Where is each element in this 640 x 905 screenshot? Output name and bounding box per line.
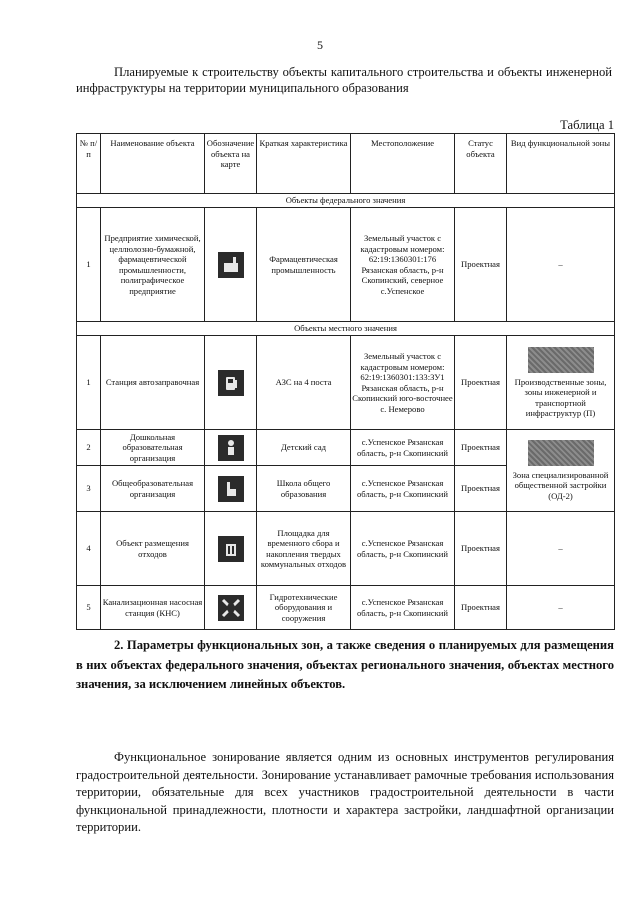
- row-num: 2: [77, 430, 101, 466]
- section-row-local: [77, 322, 615, 336]
- row-symbol: [205, 208, 257, 322]
- row-description: Детский сад: [257, 430, 351, 466]
- header-description: Краткая характеристика: [257, 134, 351, 194]
- row-status: Проектная: [455, 466, 507, 512]
- header-symbol: Обозначение объекта на карте: [205, 134, 257, 194]
- table-header-row: [77, 134, 615, 194]
- kindergarten-icon: [218, 435, 244, 461]
- row-status: Проектная: [455, 512, 507, 586]
- row-num: 1: [77, 208, 101, 322]
- row-name: Канализационная насосная станция (КНС): [101, 586, 205, 630]
- row-symbol: [205, 430, 257, 466]
- header-location: Местоположение: [351, 134, 455, 194]
- pharmaceutical-plant-icon: [218, 252, 244, 278]
- row-location: Земельный участок с кадастровым номером: 62:19:1360301:176 Рязанская область, р-н Скопинский, северное с.Успенское: [351, 208, 455, 322]
- header-status: Статус объекта: [455, 134, 507, 194]
- zone-od2-label: Зона специализированной общественной застройки (ОД-2): [512, 469, 609, 501]
- section-federal-label: Объекты федерального значения: [77, 194, 615, 208]
- row-name: Станция автозаправочная: [101, 336, 205, 430]
- row-symbol: [205, 586, 257, 630]
- row-location: с.Успенское Рязанская область, р-н Скопинский: [351, 586, 455, 630]
- planned-objects-table: [76, 133, 615, 630]
- body-paragraph: Функциональное зонирование является одним из основных инструментов регулирования градостроительной деятельности. Зонирование устанавливает рамочные требования использования территории, обязательные для всех участников градостроительной деятельности в части функциональной принадлежности, плотности и характера застройки, ландшафтной организации территории.: [76, 750, 614, 834]
- row-num: 1: [77, 336, 101, 430]
- section-2-title: 2. Параметры функциональных зон, а также сведения о планируемых для размещения в них объектах федерального значения, объектах регионального значения, объектах местного значения, за исключением линейных объектов.: [76, 638, 614, 691]
- zone-p-label: Производственные зоны, зоны инженерной и транспортной инфраструктур (П): [514, 376, 607, 418]
- row-status: Проектная: [455, 336, 507, 430]
- section-local-label: Объекты местного значения: [77, 322, 615, 336]
- row-location: с.Успенское Рязанская область, р-н Скопинский: [351, 430, 455, 466]
- row-location: Земельный участок с кадастровым номером: 62:19:1360301:133:ЗУ1 Рязанская область, р-н Скопинский юго-восточнее с. Немерово: [351, 336, 455, 430]
- table-row: [77, 430, 615, 466]
- row-status: Проектная: [455, 430, 507, 466]
- row-name: Общеобразовательная организация: [101, 466, 205, 512]
- section-row-federal: [77, 194, 615, 208]
- row-symbol: [205, 336, 257, 430]
- row-description: Гидротехнические оборудования и сооружения: [257, 586, 351, 630]
- school-icon: [218, 476, 244, 502]
- row-description: Фармацевтическая промышленность: [257, 208, 351, 322]
- row-symbol: [205, 512, 257, 586]
- row-num: 4: [77, 512, 101, 586]
- row-description: Площадка для временного сбора и накопления твердых коммунальных отходов: [257, 512, 351, 586]
- waste-site-icon: [218, 536, 244, 562]
- row-description: АЗС на 4 поста: [257, 336, 351, 430]
- row-zone: –: [507, 586, 615, 630]
- row-zone: [507, 336, 615, 430]
- zone-p-swatch: [528, 347, 594, 373]
- table-row: [77, 586, 615, 630]
- row-location: с.Успенское Рязанская область, р-н Скопинский: [351, 512, 455, 586]
- row-zone: –: [507, 208, 615, 322]
- zone-od2-swatch: [528, 440, 594, 466]
- row-zone: –: [507, 512, 615, 586]
- header-name: Наименование объекта: [101, 134, 205, 194]
- row-num: 3: [77, 466, 101, 512]
- row-name: Предприятие химической, целлюлозно-бумажной, фармацевтической промышленности, полиграфическое предприятие: [101, 208, 205, 322]
- row-symbol: [205, 466, 257, 512]
- row-name: Дошкольная образовательная организация: [101, 430, 205, 466]
- page-number: 5: [317, 38, 323, 52]
- document-heading: Планируемые к строительству объекты капитального строительства и объекты инженерной инфраструктуры на территории муниципального образования: [76, 65, 612, 95]
- row-zone: [507, 430, 615, 512]
- table-row: [77, 336, 615, 430]
- sewage-pump-station-icon: [218, 595, 244, 621]
- table-caption: Таблица 1: [560, 118, 614, 132]
- table-row: [77, 208, 615, 322]
- table-row: [77, 512, 615, 586]
- row-status: Проектная: [455, 586, 507, 630]
- row-location: с.Успенское Рязанская область, р-н Скопинский: [351, 466, 455, 512]
- gas-station-icon: [218, 370, 244, 396]
- row-description: Школа общего образования: [257, 466, 351, 512]
- header-zone: Вид функциональной зоны: [507, 134, 615, 194]
- row-num: 5: [77, 586, 101, 630]
- row-status: Проектная: [455, 208, 507, 322]
- row-name: Объект размещения отходов: [101, 512, 205, 586]
- header-num: № п/п: [77, 134, 101, 194]
